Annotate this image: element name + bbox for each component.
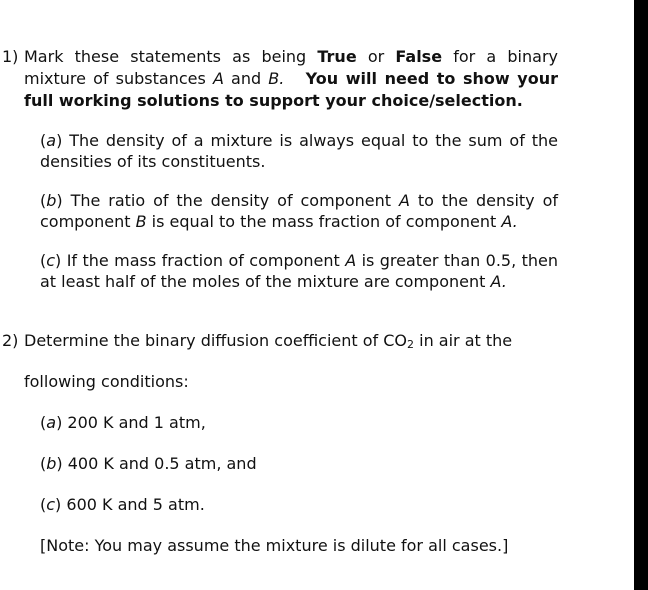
question-2-line-1 bbox=[2, 330, 558, 352]
item-label-b: b bbox=[46, 191, 57, 210]
stem-instruction: You will need to show your full working solutions to support your choice/selection. bbox=[24, 69, 558, 110]
question-1-stem bbox=[2, 46, 558, 112]
question-2 bbox=[2, 330, 558, 557]
q2-text-after: in air at the bbox=[414, 331, 513, 350]
variable-a: A bbox=[212, 69, 224, 88]
item-label-a: a bbox=[46, 131, 57, 150]
question-2-note: [Note: You may assume the mixture is dilute for all cases.] bbox=[40, 536, 509, 555]
q2-item-a-text: 200 K and 1 atm, bbox=[62, 413, 206, 432]
q2-item-label-c: c bbox=[46, 495, 56, 514]
question-1-item-b: (b) The ratio of the density of component A to the density of component B is equal to the mass fraction of component A. bbox=[40, 191, 558, 231]
item-a-text: The density of a mixture is always equal to the sum of the densities of its constituents. bbox=[40, 131, 558, 171]
item-c-text-2: is greater than 0.5, then at least half of the moles of the mixture are component bbox=[40, 251, 558, 291]
variable-b: B. bbox=[268, 69, 285, 88]
stem-and: and bbox=[223, 69, 269, 88]
item-c-var-1: A bbox=[345, 251, 357, 270]
co2-subscript: 2 bbox=[407, 338, 415, 351]
q2-text-before: Determine the binary diffusion coefficient of CO bbox=[24, 331, 408, 350]
item-label-c: c bbox=[46, 251, 56, 270]
q2-item-label-a: a bbox=[46, 413, 57, 432]
question-1-number: 1) bbox=[2, 47, 19, 66]
item-b-var-2: B bbox=[135, 212, 147, 231]
question-2-item-c: (c) 600 K and 5 atm. bbox=[40, 495, 205, 514]
q2-item-c-text: 600 K and 5 atm. bbox=[61, 495, 205, 514]
q2-item-b-text: 400 K and 0.5 atm, and bbox=[62, 454, 257, 473]
false-keyword: False bbox=[395, 47, 443, 66]
question-1-item-a: (a) The density of a mixture is always equal to the sum of the densities of its constituents. bbox=[40, 131, 558, 171]
question-2-item-b: (b) 400 K and 0.5 atm, and bbox=[40, 454, 257, 473]
question-2-text bbox=[24, 330, 512, 352]
item-b-text-2: to the density of component bbox=[40, 191, 558, 231]
item-b-var-3: A. bbox=[501, 212, 518, 231]
item-c-text-1: If the mass fraction of component bbox=[61, 251, 346, 270]
item-b-text-1: The ratio of the density of component bbox=[62, 191, 399, 210]
question-1-stem-text bbox=[24, 46, 558, 112]
right-edge-bar bbox=[634, 0, 648, 590]
item-b-text-3: is equal to the mass fraction of component bbox=[146, 212, 502, 231]
question-2-number: 2) bbox=[2, 331, 19, 350]
question-2-line-2: following conditions: bbox=[24, 372, 189, 391]
question-1-item-c: (c) If the mass fraction of component A is greater than 0.5, then at least half of the moles of the mixture are component A. bbox=[40, 251, 558, 291]
true-keyword: True bbox=[317, 47, 357, 66]
question-2-item-a: (a) 200 K and 1 atm, bbox=[40, 413, 206, 432]
stem-mid: for a binary mixture of substances bbox=[24, 47, 558, 88]
q2-item-label-b: b bbox=[46, 454, 57, 473]
stem-or: or bbox=[356, 47, 396, 66]
item-b-var-1: A bbox=[398, 191, 410, 210]
stem-intro: Mark these statements as being bbox=[24, 47, 318, 66]
question-1 bbox=[2, 46, 558, 292]
item-c-var-2: A. bbox=[490, 272, 507, 291]
